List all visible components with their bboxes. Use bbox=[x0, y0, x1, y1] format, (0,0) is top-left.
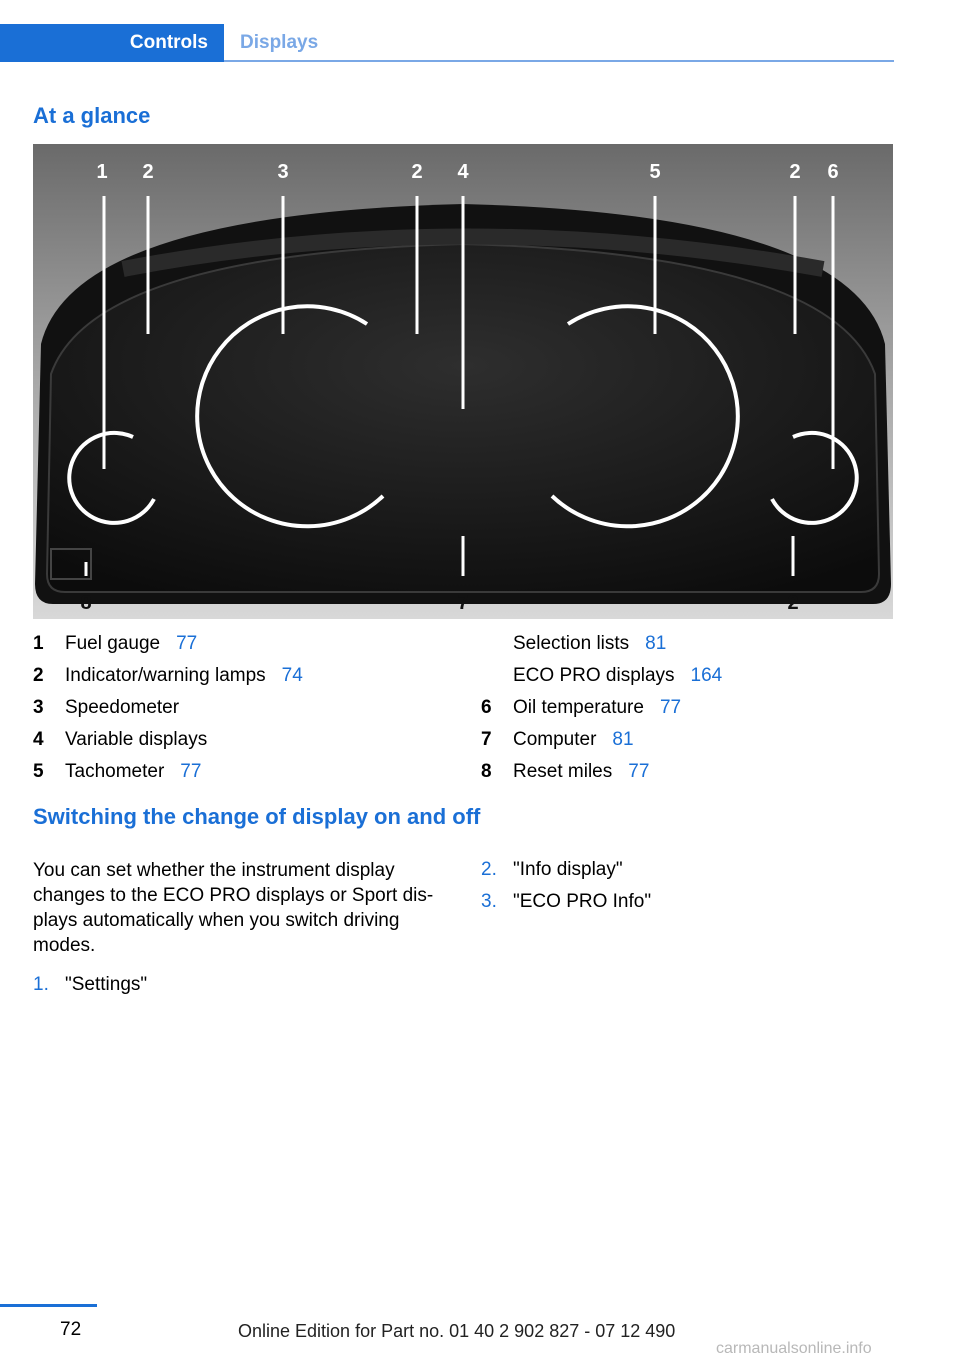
body-line: plays automatically when you switch driving bbox=[33, 910, 400, 931]
callout-num-2b: 2 bbox=[411, 161, 423, 183]
legend-left bbox=[33, 628, 303, 788]
footer-divider bbox=[0, 1304, 97, 1307]
page-reference-link[interactable]: 164 bbox=[690, 665, 723, 686]
legend-item bbox=[33, 724, 303, 756]
header-divider bbox=[224, 60, 894, 62]
legend-number: 2 bbox=[33, 665, 44, 686]
tab-controls-label: Controls bbox=[129, 32, 208, 53]
legend-item bbox=[33, 756, 303, 788]
legend-label: Speedometer bbox=[65, 697, 180, 718]
step-item bbox=[481, 854, 623, 886]
page-number: 72 bbox=[60, 1319, 82, 1340]
step-number: 1. bbox=[33, 974, 49, 995]
step-text: "Settings" bbox=[65, 974, 148, 995]
step-number: 2. bbox=[481, 859, 497, 880]
legend-label: Computer bbox=[513, 729, 597, 750]
legend-label: Fuel gauge bbox=[65, 633, 161, 654]
tab-controls[interactable] bbox=[0, 24, 224, 62]
legend-item bbox=[33, 660, 303, 692]
legend-label: Indicator/warning lamps bbox=[65, 665, 266, 686]
footer-edition: Online Edition for Part no. 01 40 2 902 827 - 07 12 490 bbox=[238, 1321, 676, 1341]
legend-item bbox=[481, 724, 722, 756]
page-reference-link[interactable]: 81 bbox=[645, 633, 667, 654]
legend-item bbox=[481, 628, 722, 660]
legend-number bbox=[481, 628, 513, 660]
watermark: carmanualsonline.info bbox=[716, 1340, 872, 1357]
callout-num-3: 3 bbox=[277, 161, 289, 183]
legend-label: Tachometer bbox=[65, 761, 165, 782]
step-item bbox=[33, 969, 147, 1001]
legend-label: Variable displays bbox=[65, 729, 208, 750]
tab-displays-label: Displays bbox=[240, 32, 319, 53]
legend-number bbox=[481, 660, 513, 692]
callout-num-5: 5 bbox=[649, 161, 661, 183]
page-reference-link[interactable]: 81 bbox=[612, 729, 634, 750]
instrument-cluster-figure bbox=[33, 144, 893, 619]
section-body bbox=[33, 858, 451, 958]
legend-item bbox=[481, 756, 722, 788]
legend-number: 1 bbox=[33, 633, 44, 654]
legend-label: Reset miles bbox=[513, 761, 613, 782]
legend-right bbox=[481, 628, 722, 788]
page-reference-link[interactable]: 77 bbox=[659, 697, 682, 718]
callout-num-1: 1 bbox=[96, 161, 108, 183]
legend-number: 6 bbox=[481, 697, 492, 718]
page-reference-link[interactable]: 77 bbox=[180, 761, 202, 782]
step-text: "Info display" bbox=[513, 859, 623, 880]
legend-label: Oil temperature bbox=[513, 697, 644, 718]
page-reference-link[interactable]: 74 bbox=[281, 665, 303, 686]
page-reference-link[interactable]: 77 bbox=[628, 761, 650, 782]
body-line: modes. bbox=[33, 935, 96, 956]
legend-label: ECO PRO displays bbox=[513, 665, 675, 686]
callout-num-6: 6 bbox=[827, 161, 839, 183]
callout-num-2d: 2 bbox=[787, 592, 799, 614]
callout-num-8: 8 bbox=[80, 592, 92, 614]
legend-item bbox=[33, 628, 303, 660]
section-title-at-a-glance: At a glance bbox=[33, 103, 151, 128]
step-item bbox=[481, 886, 651, 918]
callout-num-2c: 2 bbox=[789, 161, 801, 183]
legend-label: Selection lists bbox=[513, 633, 630, 654]
legend-number: 4 bbox=[33, 729, 44, 750]
step-text: "ECO PRO Info" bbox=[513, 891, 652, 912]
callout-num-7: 7 bbox=[457, 592, 469, 614]
step-number: 3. bbox=[481, 891, 497, 912]
body-line: You can set whether the instrument display bbox=[33, 860, 395, 881]
legend-item bbox=[33, 692, 303, 724]
page-reference-link[interactable]: 77 bbox=[176, 633, 198, 654]
legend-number: 3 bbox=[33, 697, 44, 718]
legend-item bbox=[481, 660, 722, 692]
callout-num-4: 4 bbox=[457, 161, 469, 183]
legend-number: 8 bbox=[481, 761, 492, 782]
section-title-switching: Switching the change of display on and off bbox=[33, 804, 481, 829]
legend-number: 7 bbox=[481, 729, 492, 750]
legend-item bbox=[481, 692, 722, 724]
legend-number: 5 bbox=[33, 761, 44, 782]
callout-num-2a: 2 bbox=[142, 161, 154, 183]
body-line: changes to the ECO PRO displays or Sport dis‐ bbox=[33, 885, 434, 906]
tab-displays[interactable] bbox=[224, 24, 318, 62]
